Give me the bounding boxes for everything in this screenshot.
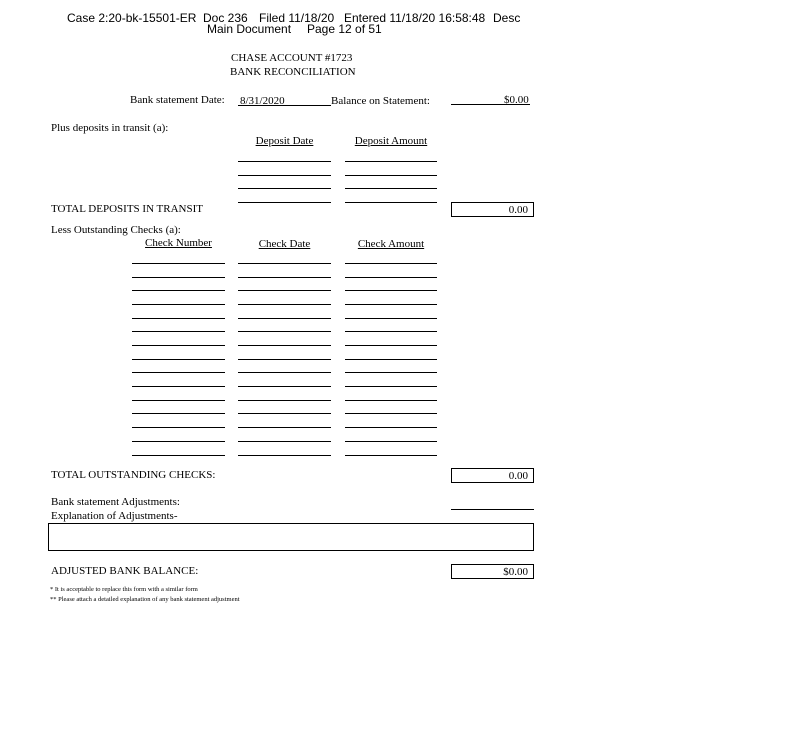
check-number-header: Check Number [145, 237, 212, 249]
check-amount-line [345, 441, 437, 442]
check-amount-line [345, 455, 437, 456]
check-date-line [238, 427, 331, 428]
statement-date-label: Bank statement Date: [130, 94, 225, 106]
check-number-line [132, 331, 225, 332]
check-date-line [238, 372, 331, 373]
account-title: CHASE ACCOUNT #1723 [231, 52, 353, 64]
check-date-line [238, 263, 331, 264]
check-amount-line [345, 372, 437, 373]
check-amount-line [345, 304, 437, 305]
check-amount-line [345, 277, 437, 278]
check-number-line [132, 386, 225, 387]
adjustments-label: Bank statement Adjustments: [51, 496, 180, 508]
deposits-label: Plus deposits in transit (a): [51, 122, 169, 134]
adjusted-balance-label: ADJUSTED BANK BALANCE: [51, 565, 199, 577]
check-amount-line [345, 427, 437, 428]
deposit-amount-line [345, 188, 437, 189]
check-date-line [238, 331, 331, 332]
check-number-line [132, 290, 225, 291]
deposit-amount-line [345, 175, 437, 176]
check-number-line [132, 359, 225, 360]
check-date-line [238, 441, 331, 442]
checks-label: Less Outstanding Checks (a): [51, 224, 181, 236]
total-deposits-label: TOTAL DEPOSITS IN TRANSIT [51, 203, 204, 215]
check-number-line [132, 345, 225, 346]
check-date-line [238, 277, 331, 278]
deposit-date-line [238, 175, 331, 176]
deposit-date-line [238, 188, 331, 189]
adjustments-line [451, 509, 534, 510]
check-date-header: Check Date [258, 238, 311, 250]
doc-number: Doc 236 [203, 11, 248, 25]
deposit-date-line [238, 202, 331, 203]
total-deposits-box [451, 202, 534, 217]
check-date-line [238, 386, 331, 387]
check-number-line [132, 318, 225, 319]
check-amount-line [345, 400, 437, 401]
balance-line [451, 104, 530, 105]
case-number: Case 2:20-bk-15501-ER [67, 11, 197, 25]
adjusted-balance-box [451, 564, 534, 579]
check-number-line [132, 304, 225, 305]
adjusted-balance-value: $0.00 [503, 566, 528, 578]
check-amount-line [345, 331, 437, 332]
deposit-date-line [238, 161, 331, 162]
total-checks-value: 0.00 [508, 470, 528, 482]
desc-label: Desc [493, 11, 521, 25]
total-checks-box [451, 468, 534, 483]
check-number-line [132, 263, 225, 264]
check-amount-line [345, 359, 437, 360]
footnote-2: ** Please attach a detailed explanation of any bank statement adjustment [50, 596, 240, 603]
check-number-line [132, 413, 225, 414]
check-number-line [132, 277, 225, 278]
check-amount-line [345, 386, 437, 387]
check-date-line [238, 318, 331, 319]
check-date-line [238, 413, 331, 414]
check-date-line [238, 304, 331, 305]
explanation-box [48, 523, 534, 551]
reconciliation-title: BANK RECONCILIATION [230, 66, 356, 78]
check-amount-line [345, 290, 437, 291]
entered-date: Entered 11/18/20 16:58:48 [344, 11, 486, 25]
check-date-line [238, 400, 331, 401]
check-number-line [132, 372, 225, 373]
statement-date-line [238, 105, 331, 106]
check-number-line [132, 441, 225, 442]
check-date-line [238, 345, 331, 346]
filed-date: Filed 11/18/20 [259, 11, 335, 25]
total-checks-label: TOTAL OUTSTANDING CHECKS: [51, 469, 216, 481]
check-amount-line [345, 318, 437, 319]
check-number-line [132, 455, 225, 456]
check-number-line [132, 427, 225, 428]
check-date-line [238, 290, 331, 291]
deposit-date-header: Deposit Date [255, 135, 314, 147]
total-deposits-value: 0.00 [508, 204, 528, 216]
explanation-label: Explanation of Adjustments- [51, 510, 178, 522]
check-amount-line [345, 413, 437, 414]
check-number-line [132, 400, 225, 401]
statement-date-value: 8/31/2020 [240, 95, 285, 107]
check-date-line [238, 359, 331, 360]
main-document-label: Main Document [207, 22, 292, 36]
deposit-amount-line [345, 161, 437, 162]
deposit-amount-header: Deposit Amount [354, 135, 428, 147]
balance-label: Balance on Statement: [331, 95, 430, 107]
page-indicator: Page 12 of 51 [307, 22, 382, 36]
deposit-amount-line [345, 202, 437, 203]
footnote-1: * It is acceptable to replace this form with a similar form [50, 586, 198, 593]
check-amount-header: Check Amount [357, 238, 425, 250]
check-amount-line [345, 263, 437, 264]
balance-value: $0.00 [504, 94, 529, 106]
check-date-line [238, 455, 331, 456]
check-amount-line [345, 345, 437, 346]
